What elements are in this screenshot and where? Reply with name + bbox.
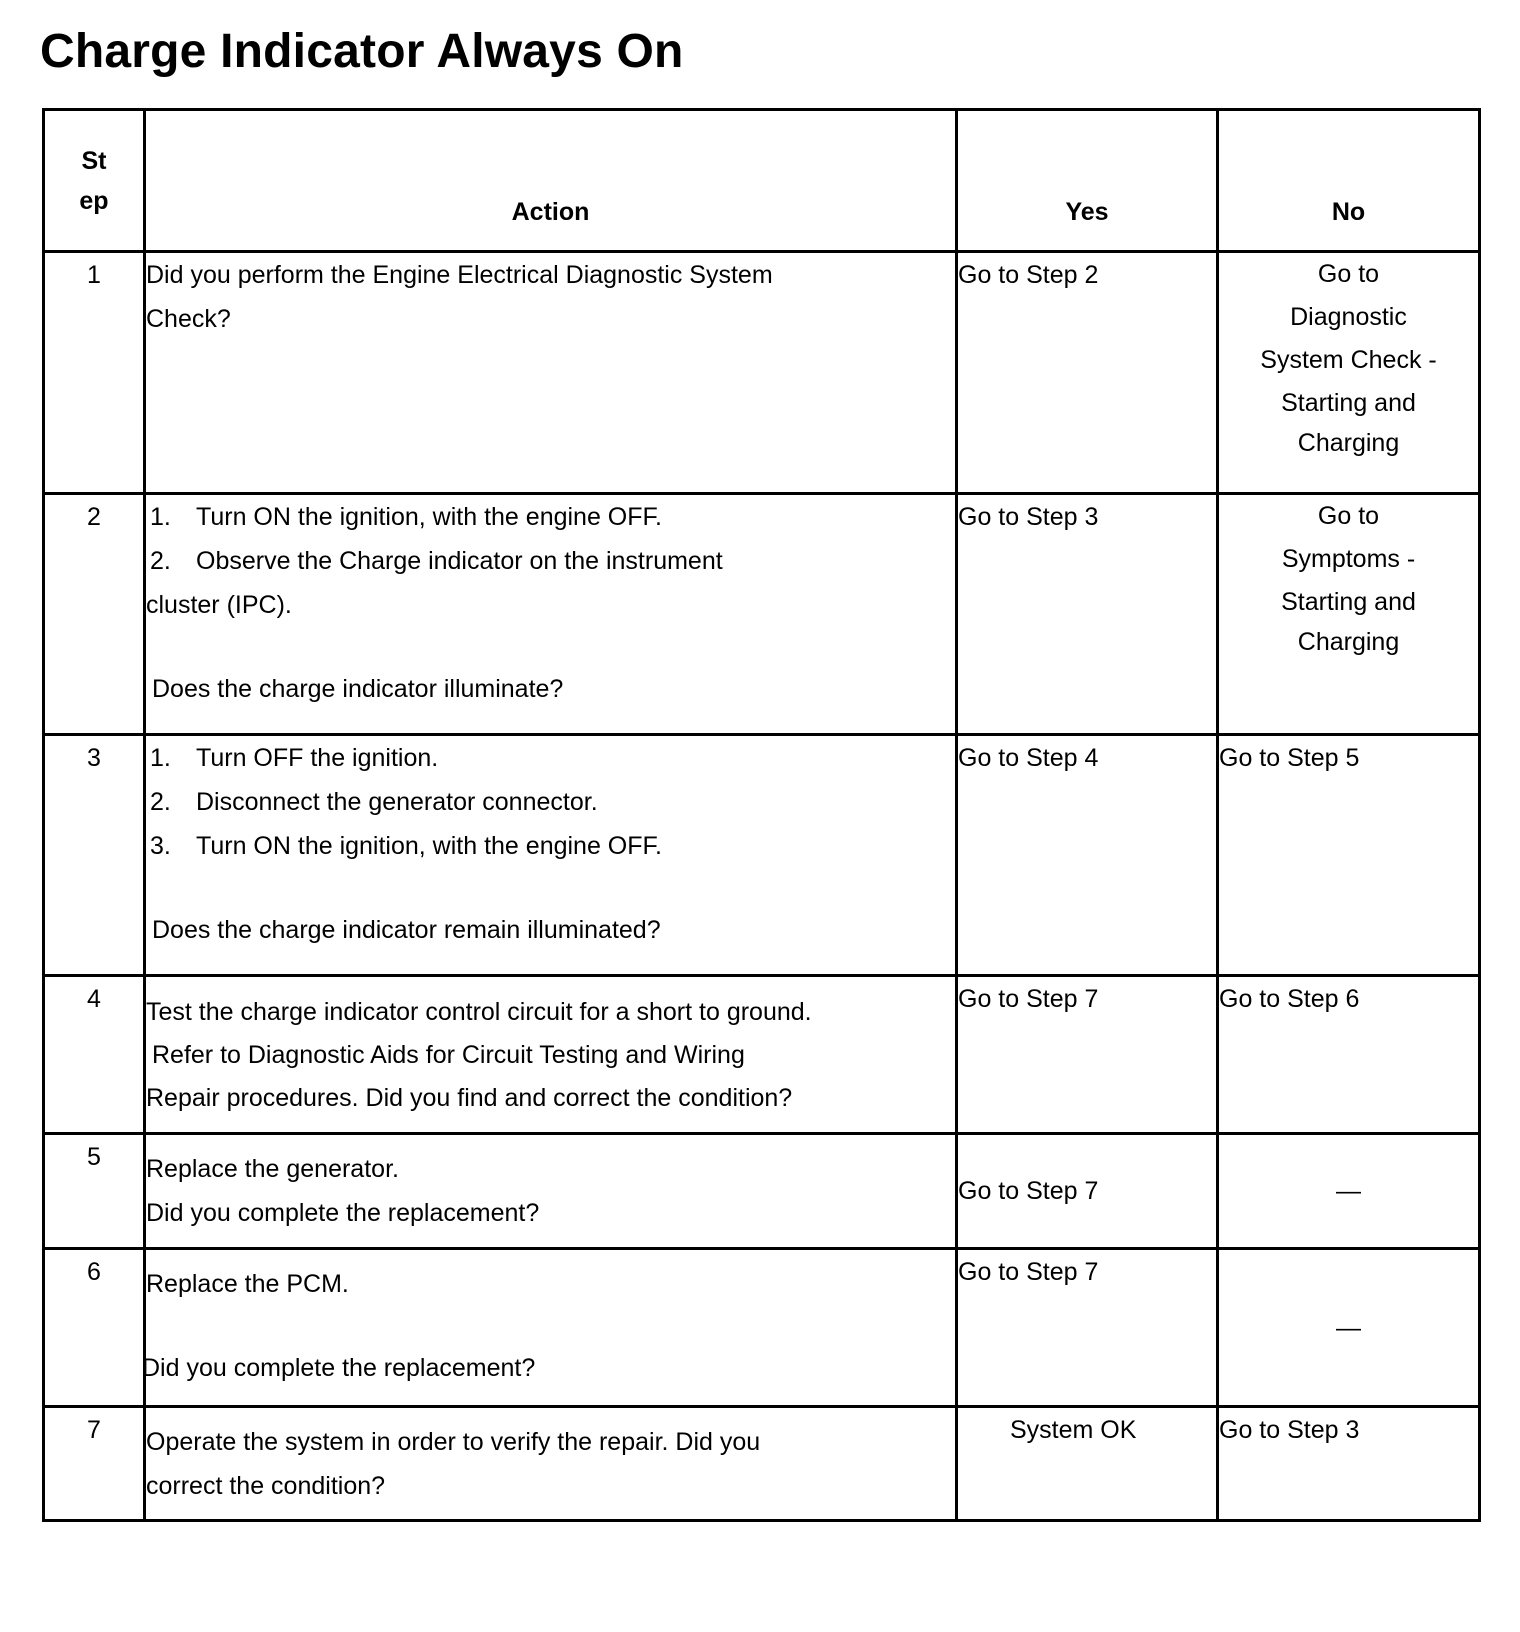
action-cell: Test the charge indicator control circuit for a short to ground. Refer to Diagnostic Aids for Circuit Testing and Wiring Repair procedures. Did you find and correct the condition? bbox=[145, 976, 957, 1134]
table-row bbox=[44, 735, 1480, 976]
action-cell: Did you perform the Engine Electrical Diagnostic System Check? bbox=[145, 252, 957, 494]
table-row bbox=[44, 1249, 1480, 1407]
action-cell: 1. Turn ON the ignition, with the engine OFF. 2. Observe the Charge indicator on the instrument cluster (IPC). Does the charge indicator illuminate? bbox=[145, 494, 957, 735]
no-cell: — bbox=[1218, 1249, 1480, 1407]
no-cell: Go to Symptoms - Starting and Charging bbox=[1218, 494, 1480, 735]
table-row bbox=[44, 1407, 1480, 1521]
yes-cell: Go to Step 7 bbox=[957, 1249, 1218, 1407]
action-cell: 1. Turn OFF the ignition. 2. Disconnect the generator connector. 3. Turn ON the ignition, with the engine OFF. Does the charge indicator remain illuminated? bbox=[145, 735, 957, 976]
table-row bbox=[44, 252, 1480, 494]
no-cell: Go to Diagnostic System Check - Starting and Charging bbox=[1218, 252, 1480, 494]
header-step: St ep bbox=[44, 110, 145, 252]
yes-cell: Go to Step 3 bbox=[957, 494, 1218, 735]
no-cell: Go to Step 6 bbox=[1218, 976, 1480, 1134]
yes-cell: System OK bbox=[957, 1407, 1218, 1521]
yes-cell: Go to Step 7 bbox=[957, 976, 1218, 1134]
header-action: Action bbox=[145, 110, 957, 252]
header-row bbox=[44, 110, 1480, 252]
no-cell: Go to Step 5 bbox=[1218, 735, 1480, 976]
step-number: 4 bbox=[44, 976, 145, 1134]
step-number: 7 bbox=[44, 1407, 145, 1521]
step-number: 1 bbox=[44, 252, 145, 494]
step-number: 5 bbox=[44, 1134, 145, 1249]
step-number: 3 bbox=[44, 735, 145, 976]
yes-cell: Go to Step 7 bbox=[957, 1134, 1218, 1249]
yes-cell: Go to Step 2 bbox=[957, 252, 1218, 494]
diagnostic-table bbox=[42, 108, 1481, 1522]
table-row bbox=[44, 976, 1480, 1134]
table-row bbox=[44, 1134, 1480, 1249]
action-cell: Operate the system in order to verify the repair. Did you correct the condition? bbox=[145, 1407, 957, 1521]
list-item: 1. Turn ON the ignition, with the engine OFF. bbox=[150, 503, 662, 531]
table-row bbox=[44, 494, 1480, 735]
list-item: 2. Disconnect the generator connector. bbox=[150, 788, 598, 816]
action-cell: Replace the generator. Did you complete the replacement? bbox=[145, 1134, 957, 1249]
header-yes: Yes bbox=[957, 110, 1218, 252]
action-cell: Replace the PCM. Did you complete the replacement? bbox=[145, 1249, 957, 1407]
step-number: 2 bbox=[44, 494, 145, 735]
page-title: Charge Indicator Always On bbox=[40, 25, 684, 78]
no-cell: Go to Step 3 bbox=[1218, 1407, 1480, 1521]
list-item: 3. Turn ON the ignition, with the engine OFF. bbox=[150, 832, 662, 860]
step-number: 6 bbox=[44, 1249, 145, 1407]
list-item: 2. Observe the Charge indicator on the instrument bbox=[150, 547, 723, 575]
list-item: 1. Turn OFF the ignition. bbox=[150, 744, 439, 772]
no-cell: — bbox=[1218, 1134, 1480, 1249]
yes-cell: Go to Step 4 bbox=[957, 735, 1218, 976]
header-no: No bbox=[1218, 110, 1480, 252]
